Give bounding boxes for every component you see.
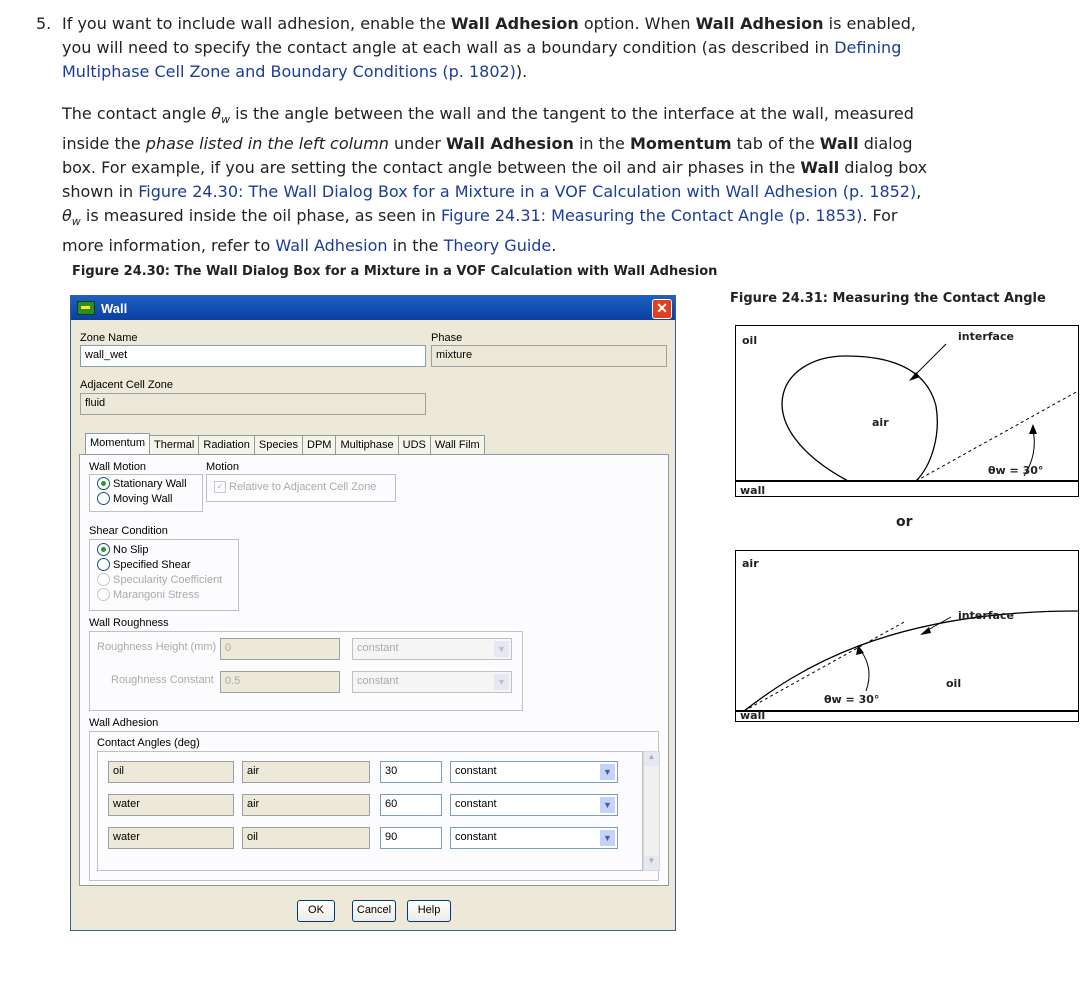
link-wall-adhesion[interactable]: Wall Adhesion xyxy=(275,236,388,256)
roughness-constant-input[interactable]: 0.5 xyxy=(220,671,340,693)
contact-angle-input[interactable]: 60 xyxy=(380,794,442,816)
adjacent-cell-zone-label: Adjacent Cell Zone xyxy=(80,379,173,391)
tab-strip xyxy=(85,435,484,456)
phase-field: mixture xyxy=(431,345,667,367)
motion-label: Motion xyxy=(206,461,240,473)
radio-stationary-wall[interactable]: Stationary Wall xyxy=(97,477,187,490)
tab-momentum[interactable]: Momentum xyxy=(85,433,150,456)
contact-angle-method[interactable]: constant ▼ xyxy=(450,794,618,816)
contact-row-phase1: oil xyxy=(108,761,234,783)
step-number: 5. xyxy=(36,14,52,33)
contact-row-phase1: water xyxy=(108,794,234,816)
paragraph-contact-angle: The contact angle $\theta_w$ is the angle between the wall and the tangent to the interface at the wall, measured inside the phase listed in the left column under Wall Adhesion in the Momentum tab of the Wall dialog box. For example, if you are setting the contact angle between the oil and air phases in the Wall dialog box shown in Figure 24.30: The Wall Dialog Box for a Mixture in a VOF Calculation with Wall Adhesion (p. 1852), $\theta_w$ is measured inside the oil phase, as seen in Figure 24.31: Measuring the Contact Angle (p. 1853). For more information, refer to Wall Adhesion in the Theory Guide. xyxy=(62,104,928,256)
paragraph-wall-adhesion-intro: If you want to include wall adhesion, enable the Wall Adhesion option. When Wall Adhesion is enabled, you will need to specify the contact angle at each wall as a boundary condition (as described in Defining Multiphase Cell Zone and Boundary Conditions (p. 1802)). xyxy=(62,14,916,81)
chevron-down-icon: ▼ xyxy=(494,641,509,657)
figure-24-31-caption: Figure 24.31: Measuring the Contact Angle xyxy=(730,291,1046,306)
scrollbar[interactable] xyxy=(643,751,660,871)
contact-angle-method[interactable]: constant ▼ xyxy=(450,761,618,783)
link-figure-24-30[interactable]: Figure 24.30: The Wall Dialog Box for a Mixture in a VOF Calculation with Wall Adhesion (p. 1852) xyxy=(138,182,917,202)
label-angle: θw = 30° xyxy=(824,693,880,706)
chevron-down-icon: ▼ xyxy=(600,797,615,813)
checkbox-relative-adjacent[interactable]: ✓ Relative to Adjacent Cell Zone xyxy=(214,481,376,493)
contact-row-phase2: air xyxy=(242,794,370,816)
chevron-down-icon: ▼ xyxy=(600,830,615,846)
tab-uds[interactable]: UDS xyxy=(398,435,431,456)
radio-marangoni-stress[interactable]: Marangoni Stress xyxy=(97,588,199,601)
radio-no-slip[interactable]: No Slip xyxy=(97,543,148,556)
link-figure-24-31[interactable]: Figure 24.31: Measuring the Contact Angle (p. 1853) xyxy=(440,206,863,226)
chevron-down-icon: ▼ xyxy=(600,764,615,780)
wall-adhesion-label: Wall Adhesion xyxy=(89,717,159,729)
label-oil: oil xyxy=(742,334,758,347)
roughness-height-method[interactable]: constant ▼ xyxy=(352,638,512,660)
zone-name-label: Zone Name xyxy=(80,332,138,344)
roughness-height-label: Roughness Height (mm) xyxy=(97,641,217,653)
contact-angle-input[interactable]: 30 xyxy=(380,761,442,783)
dialog-title: Wall xyxy=(101,300,128,316)
wall-dialog xyxy=(70,295,676,931)
tab-dpm[interactable]: DPM xyxy=(302,435,336,456)
tab-radiation[interactable]: Radiation xyxy=(198,435,254,456)
tab-species[interactable]: Species xyxy=(254,435,303,456)
radio-specified-shear[interactable]: Specified Shear xyxy=(97,558,191,571)
close-icon[interactable]: ✕ xyxy=(652,299,672,319)
tab-thermal[interactable]: Thermal xyxy=(149,435,199,456)
chevron-down-icon: ▼ xyxy=(494,674,509,690)
roughness-height-input[interactable]: 0 xyxy=(220,638,340,660)
ok-button[interactable]: OK xyxy=(297,900,335,922)
label-or: or xyxy=(896,514,913,530)
help-button[interactable]: Help xyxy=(407,900,451,922)
contact-row-phase2: oil xyxy=(242,827,370,849)
label-interface: interface xyxy=(958,609,1014,622)
contact-angle-method[interactable]: constant ▼ xyxy=(450,827,618,849)
roughness-constant-label: Roughness Constant xyxy=(111,674,214,686)
link-theory-guide[interactable]: Theory Guide xyxy=(443,236,552,256)
phase-label: Phase xyxy=(431,332,463,344)
label-air: air xyxy=(872,416,889,429)
label-interface: interface xyxy=(958,330,1014,343)
contact-row-phase1: water xyxy=(108,827,234,849)
label-oil: oil xyxy=(946,677,962,690)
label-angle: θw = 30° xyxy=(988,464,1044,477)
wall-roughness-label: Wall Roughness xyxy=(89,617,169,629)
zone-name-input[interactable]: wall_wet xyxy=(80,345,426,367)
label-wall: wall xyxy=(740,709,766,722)
contact-row-phase2: air xyxy=(242,761,370,783)
tab-multiphase[interactable]: Multiphase xyxy=(335,435,398,456)
momentum-panel xyxy=(79,454,669,886)
radio-specularity-coefficient[interactable]: Specularity Coefficient xyxy=(97,573,222,586)
tab-wall-film[interactable]: Wall Film xyxy=(430,435,485,456)
fluent-app-icon xyxy=(77,301,95,315)
film-diagram xyxy=(736,551,1078,721)
chevron-down-icon[interactable]: ▼ xyxy=(644,856,659,870)
figure-24-30-caption: Figure 24.30: The Wall Dialog Box for a Mixture in a VOF Calculation with Wall Adhesion xyxy=(72,264,718,279)
contact-angle-diagram-bottom xyxy=(735,550,1079,722)
shear-condition-label: Shear Condition xyxy=(89,525,168,537)
wall-motion-label: Wall Motion xyxy=(89,461,147,473)
cancel-button[interactable]: Cancel xyxy=(352,900,396,922)
chevron-up-icon[interactable]: ▲ xyxy=(644,752,659,766)
label-air: air xyxy=(742,557,759,570)
roughness-constant-method[interactable]: constant ▼ xyxy=(352,671,512,693)
contact-angles-label: Contact Angles (deg) xyxy=(97,737,200,749)
label-wall: wall xyxy=(740,484,766,497)
contact-angle-input[interactable]: 90 xyxy=(380,827,442,849)
adjacent-cell-zone-field: fluid xyxy=(80,393,426,415)
radio-moving-wall[interactable]: Moving Wall xyxy=(97,492,173,505)
contact-angle-diagram-top xyxy=(735,325,1079,497)
link-defining-multiphase[interactable]: Defining Multiphase Cell Zone and Boundary Conditions (p. 1802) xyxy=(62,38,902,81)
dialog-titlebar xyxy=(71,296,675,320)
